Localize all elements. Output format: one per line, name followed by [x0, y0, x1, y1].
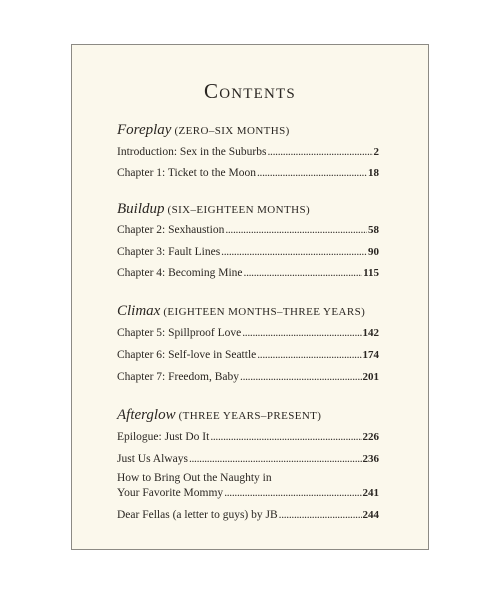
toc-entry-chapter-2[interactable] [117, 223, 379, 237]
part-name: Climax [117, 303, 161, 319]
entry-title: Dear Fellas (a letter to guys) by JB [117, 509, 278, 521]
dot-leader [257, 348, 361, 362]
page-number: 226 [362, 431, 379, 443]
part-heading-climax [117, 303, 365, 320]
dot-leader [279, 508, 362, 522]
part-name: Buildup [117, 201, 165, 217]
entry-title: Chapter 5: Spillproof Love [117, 327, 242, 339]
toc-entry-chapter-6[interactable] [117, 348, 379, 362]
dot-leader [242, 326, 361, 340]
part-range: (ZERO–SIX MONTHS) [174, 125, 290, 137]
dot-leader [257, 166, 367, 180]
entry-title: Just Us Always [117, 453, 188, 465]
toc-entry-dear-fellas[interactable] [117, 508, 379, 522]
toc-entry-chapter-7[interactable] [117, 370, 379, 384]
entry-title: Chapter 1: Ticket to the Moon [117, 167, 256, 179]
dot-leader [189, 452, 362, 466]
page-number: 201 [362, 371, 379, 383]
toc-entry-epilogue[interactable] [117, 430, 379, 444]
entry-title-line-1: How to Bring Out the Naughty in [117, 472, 272, 484]
book-page [71, 44, 429, 550]
page-number: 90 [368, 246, 379, 258]
part-heading-afterglow [117, 407, 321, 424]
part-heading-foreplay [117, 122, 290, 139]
entry-title-line-2: Your Favorite Mommy [117, 487, 224, 499]
toc-entry-introduction[interactable] [117, 145, 379, 159]
part-name: Foreplay [117, 122, 172, 138]
dot-leader [225, 223, 367, 237]
entry-title: Chapter 6: Self-love in Seattle [117, 349, 257, 361]
dot-leader [224, 486, 361, 501]
page-number: 58 [368, 224, 379, 236]
page-number: 244 [362, 509, 379, 521]
contents-title: Contents [204, 79, 296, 103]
toc-entry-chapter-5[interactable] [117, 326, 379, 340]
entry-title: Chapter 2: Sexhaustion [117, 224, 225, 236]
toc-entry-chapter-1[interactable] [117, 166, 379, 180]
entry-title: Epilogue: Just Do It [117, 431, 210, 443]
page-number: 236 [362, 453, 379, 465]
entry-title: Chapter 3: Fault Lines [117, 246, 221, 258]
entry-title: Chapter 7: Freedom, Baby [117, 371, 240, 383]
part-heading-buildup [117, 201, 310, 218]
page-number: 18 [368, 167, 379, 179]
dot-leader [240, 370, 361, 384]
dot-leader [210, 430, 361, 444]
part-name: Afterglow [117, 407, 176, 423]
dot-leader [221, 245, 367, 259]
entry-title: Introduction: Sex in the Suburbs [117, 146, 267, 158]
part-range: (SIX–EIGHTEEN MONTHS) [167, 204, 311, 216]
toc-entry-naughty-mommy[interactable] [117, 471, 379, 501]
dot-leader [268, 145, 373, 159]
toc-entry-just-us-always[interactable] [117, 452, 379, 466]
toc-entry-chapter-4[interactable] [117, 266, 379, 280]
entry-title: Chapter 4: Becoming Mine [117, 267, 243, 279]
dot-leader [244, 266, 363, 280]
page-number: 241 [362, 487, 379, 499]
toc-entry-chapter-3[interactable] [117, 245, 379, 259]
page-number: 142 [362, 327, 379, 339]
part-range: (EIGHTEEN MONTHS–THREE YEARS) [163, 306, 366, 318]
page-number: 2 [373, 146, 379, 158]
page-number: 115 [363, 267, 379, 279]
page-number: 174 [362, 349, 379, 361]
part-range: (THREE YEARS–PRESENT) [178, 410, 322, 422]
